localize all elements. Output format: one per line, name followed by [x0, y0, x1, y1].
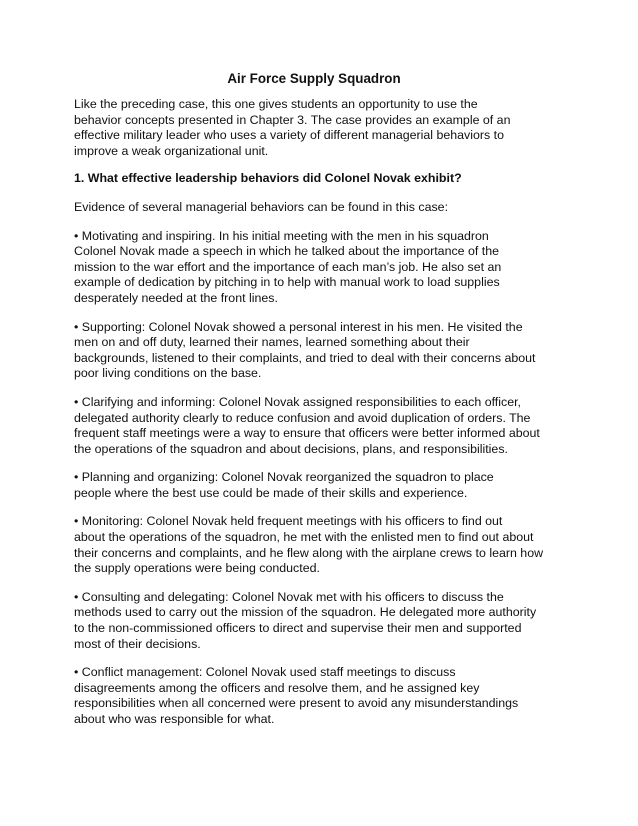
document-title: Air Force Supply Squadron: [227, 71, 401, 86]
bullet-conflict: • Conflict management: Colonel Novak used staff meetings to discuss disagreements among the officers and resolve them, and he assigned key responsibilities when all concerned were present to avoid any misunderstandings about who was responsible for what.: [74, 665, 519, 726]
bullet-supporting: • Supporting: Colonel Novak showed a personal interest in his men. He visited the men on and off duty, learned their names, learned something about their backgrounds, listened to their complaints, and tried to deal with their concerns about poor living conditions on the base.: [74, 319, 536, 381]
bullet-monitoring: • Monitoring: Colonel Novak held frequent meetings with his officers to find out about the operations of the squadron, he met with the enlisted men to find out about their concerns and complaints, and he flew along with the airplane crews to learn how the supply operations were being conducted.: [74, 514, 544, 576]
bullet-clarifying: • Clarifying and informing: Colonel Novak assigned responsibilities to each officer, delegated authority clearly to reduce confusion and avoid duplication of orders. The frequent staff meetings were a way to ensure that officers were better informed about the operations of the squadron and about decisions, plans, and responsibilities.: [74, 394, 540, 456]
question-heading: 1. What effective leadership behaviors did Colonel Novak exhibit?: [74, 171, 462, 186]
intro-paragraph: Like the preceding case, this one gives students an opportunity to use the behavior concepts presented in Chapter 3. The case provides an example of an effective military leader who uses a variety of different managerial behaviors to improve a weak organizational unit.: [74, 97, 511, 158]
bullet-planning: • Planning and organizing: Colonel Novak reorganized the squadron to place people where the best use could be made of their skills and experience.: [74, 470, 494, 500]
bullet-consulting: • Consulting and delegating: Colonel Novak met with his officers to discuss the methods used to carry out the mission of the squadron. He delegated more authority to the non-commissioned officers to direct and supervise their men and supported most of their decisions.: [74, 589, 537, 651]
document-page: [74, 70, 554, 741]
evidence-paragraph: Evidence of several managerial behaviors can be found in this case:: [74, 199, 449, 214]
bullet-motivating: • Motivating and inspiring. In his initial meeting with the men in his squadron Colonel Novak made a speech in which he talked about the importance of the mission to the war effort and the importance of each man’s job. He also set an example of dedication by pitching in to help with manual work to load supplies desperately needed at the front lines.: [74, 228, 502, 305]
